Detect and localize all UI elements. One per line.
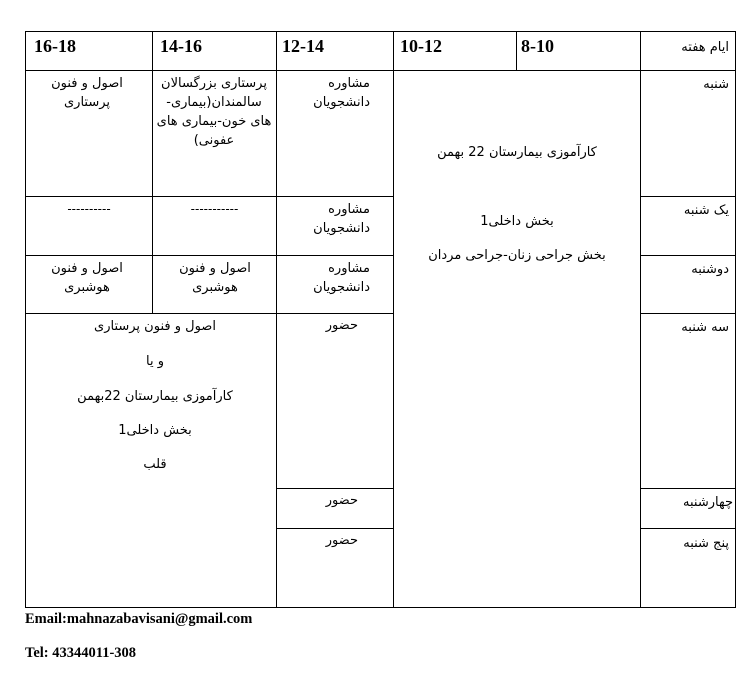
day-tuesday: سه شنبه (681, 320, 729, 335)
table-border-right (735, 31, 736, 608)
contact-phone: Tel: 43344011-308 (25, 645, 137, 661)
day-sunday: یک شنبه (683, 203, 729, 218)
col-divider (393, 31, 394, 608)
internship-title: کارآموزی بیمارستان 22 بهمن (437, 145, 597, 160)
slot-sat-16-18: اصول و فنون پرستاری (51, 76, 123, 110)
slot-mon-16-18: اصول و فنون هوشبری (51, 261, 123, 295)
header-10-12: 10-12 (400, 36, 442, 56)
day-saturday: شنبه (703, 77, 729, 92)
tue-14-18-line-5: قلب (143, 457, 167, 472)
slot-sat-14-16: پرستاری بزرگسالان سالمندان(بیماری-های خون-بیماری های عفونی) (156, 76, 272, 148)
slot-thu-12-14: حضور (325, 533, 358, 548)
row-divider (276, 528, 394, 529)
day-monday: دوشنبه (691, 262, 729, 277)
col-divider (152, 31, 153, 314)
row-divider (25, 196, 394, 197)
header-12-14: 12-14 (282, 36, 324, 56)
header-8-10: 8-10 (521, 36, 554, 56)
col-divider (276, 31, 277, 608)
row-divider (640, 313, 736, 314)
slot-tue-12-14: حضور (325, 318, 358, 333)
table-border-bottom (25, 607, 736, 608)
day-wednesday: چهارشنبه (683, 495, 733, 510)
row-divider (25, 313, 394, 314)
day-thursday: پنج شنبه (683, 536, 729, 551)
header-14-16: 14-16 (160, 36, 202, 56)
slot-mon-12-14: مشاوره دانشجویان (313, 261, 370, 295)
tue-14-18-line-4: بخش داخلی1 (118, 423, 192, 438)
row-divider (640, 196, 736, 197)
internship-ward: بخش داخلی1 (480, 214, 554, 229)
header-16-18: 16-18 (34, 36, 76, 56)
tue-14-18-line-2: و یا (146, 354, 164, 369)
contact-email: Email:mahnazabavisani@gmail.com (25, 611, 253, 627)
header-days: ایام هفته (681, 40, 729, 55)
internship-surgery: بخش جراحی زنان-جراحی مردان (428, 248, 606, 263)
table-border-top (25, 31, 736, 32)
tue-14-18-line-1: اصول و فنون پرستاری (94, 319, 216, 334)
slot-sun-16-18: ---------- (67, 202, 111, 216)
table-border-left (25, 31, 26, 608)
slot-wed-12-14: حضور (325, 493, 358, 508)
slot-sun-12-14: مشاوره دانشجویان (313, 202, 370, 236)
row-divider (276, 488, 394, 489)
row-divider (25, 70, 736, 71)
row-divider (640, 255, 736, 256)
slot-sat-12-14: مشاوره دانشجویان (313, 76, 370, 110)
row-divider (640, 488, 736, 489)
row-divider (640, 528, 736, 529)
slot-sun-14-16: ----------- (190, 202, 239, 216)
slot-mon-14-16: اصول و فنون هوشبری (179, 261, 251, 295)
row-divider (25, 255, 394, 256)
col-divider (516, 31, 517, 71)
tue-14-18-line-3: کارآموزی بیمارستان 22بهمن (77, 389, 233, 404)
